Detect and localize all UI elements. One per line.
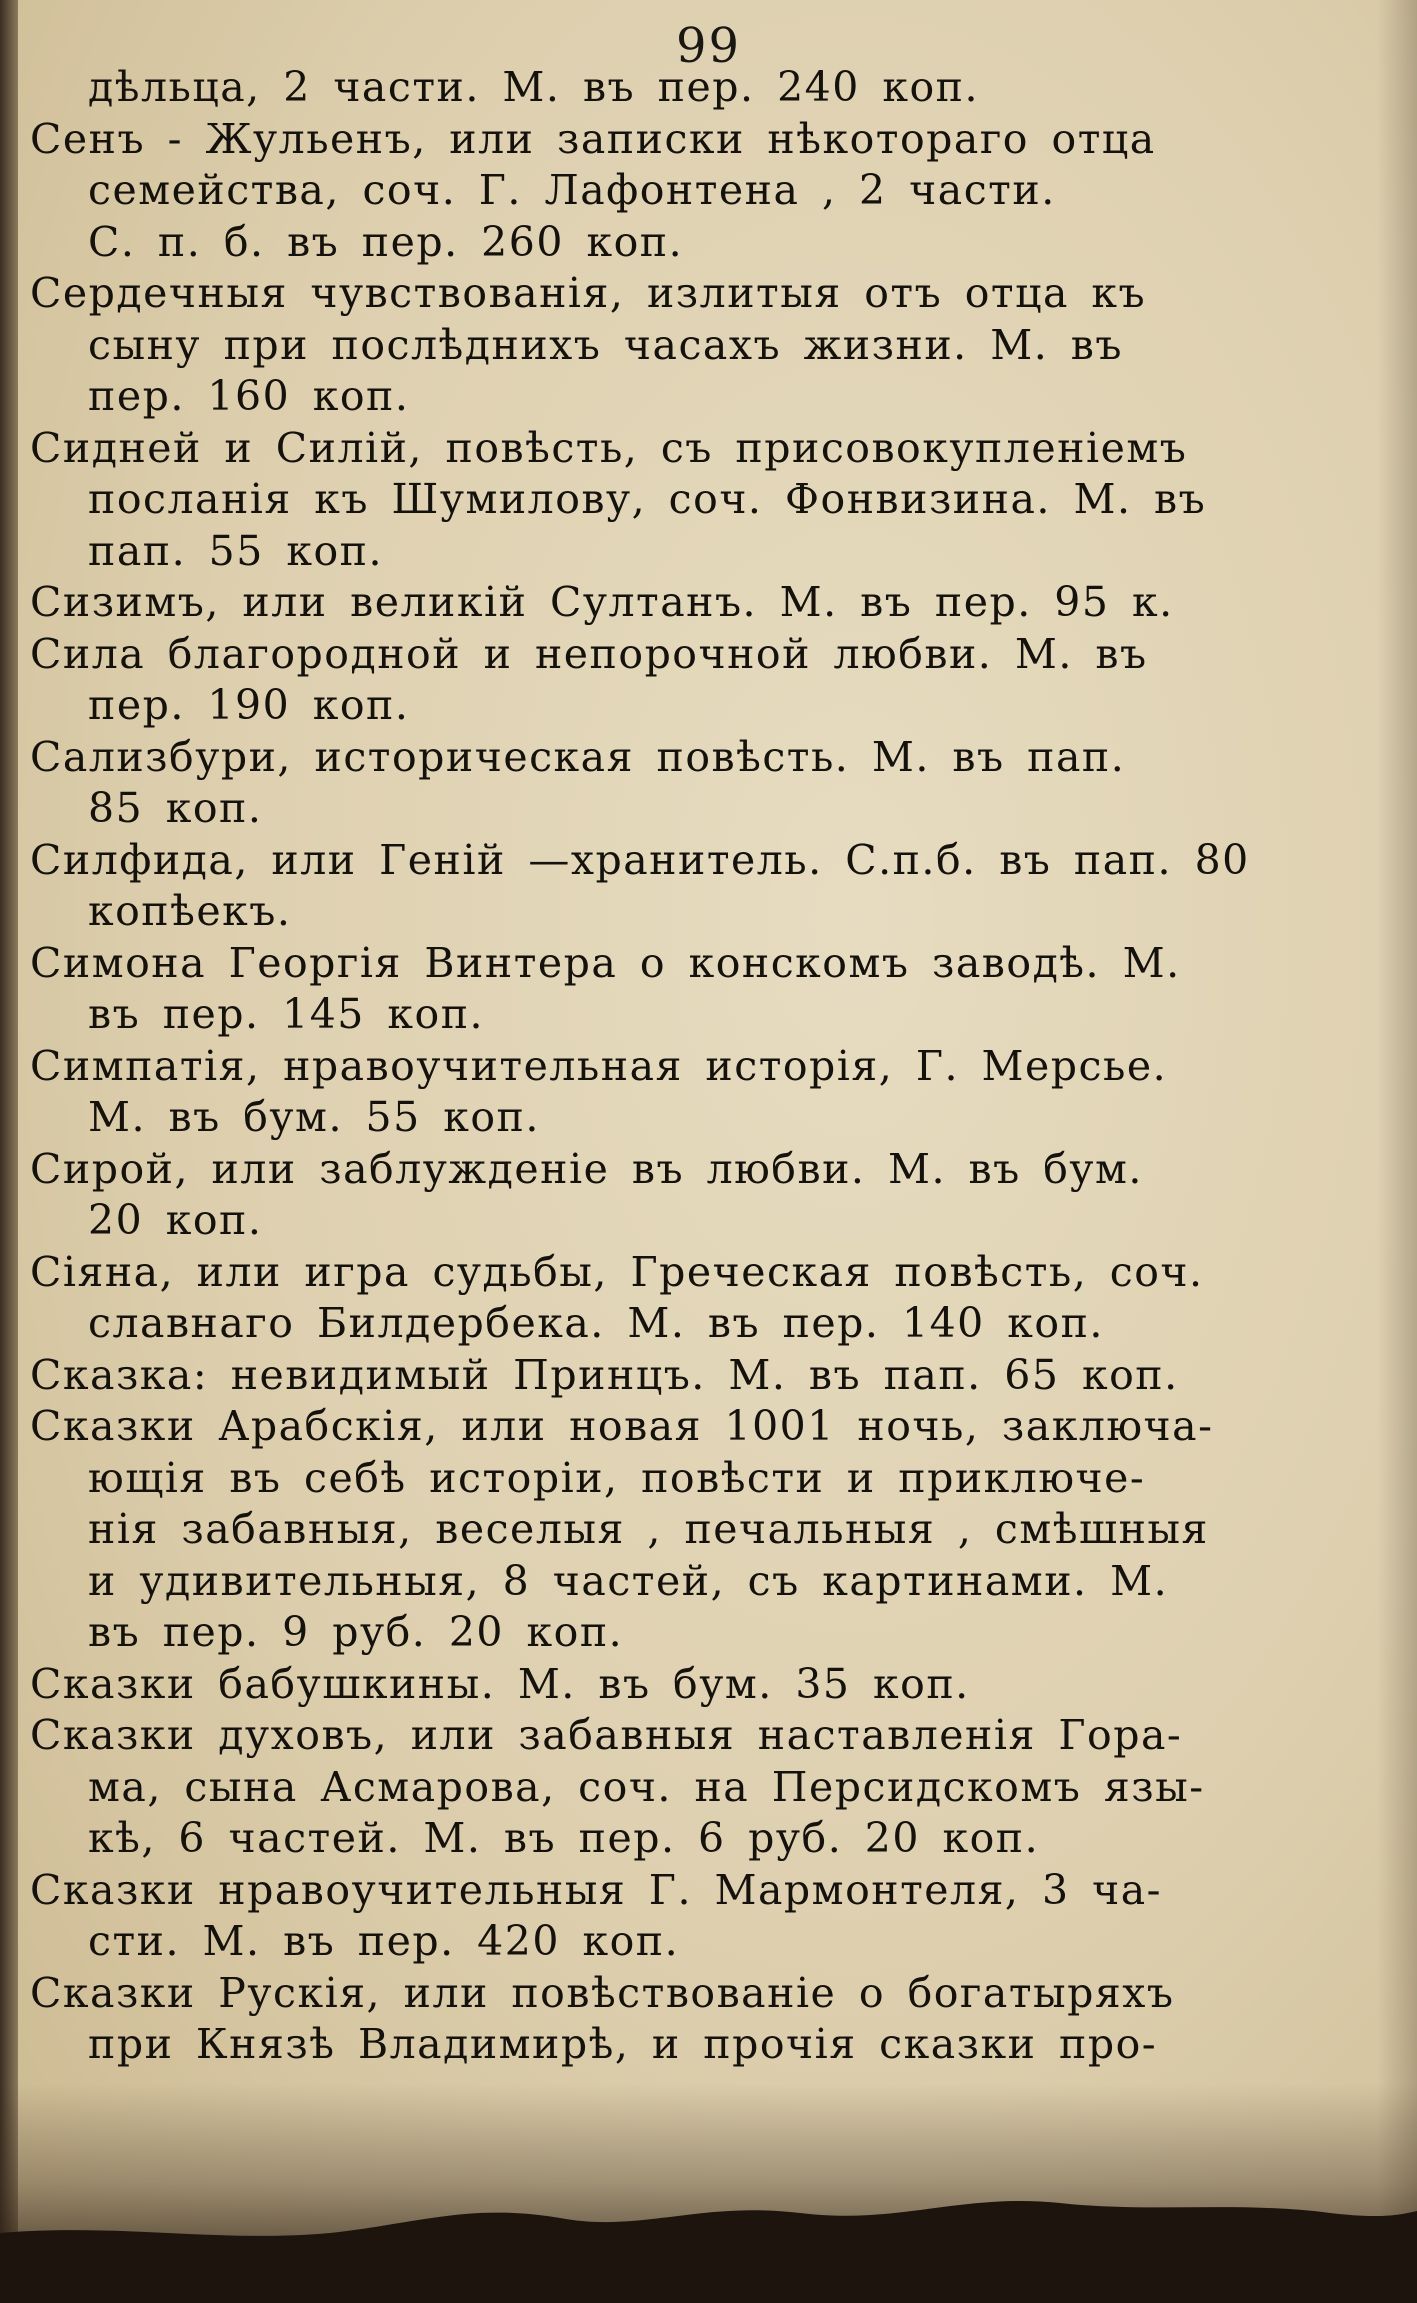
entry-title-line: Силфида, или Геній —хранитель. С.п.б. въ пап. 80 (30, 835, 1250, 884)
catalog-entry (30, 732, 1260, 835)
page-edge-shadow (1377, 0, 1417, 2303)
entry-title-line: дѣльца, 2 части. М. въ пер. 240 коп. (88, 63, 980, 111)
catalog-entry (30, 1401, 1260, 1659)
catalog-entry (30, 114, 1260, 269)
entry-continuation-line: кѣ, 6 частей. М. въ пер. 6 руб. 20 коп. (88, 1814, 1040, 1862)
entry-continuation-line: пер. 160 коп. (88, 372, 410, 420)
catalog-entry (30, 938, 1260, 1041)
entry-title-line: Сказки Рускія, или повѣствованіе о богатыряхъ (30, 1968, 1175, 2017)
catalog-entry (30, 1041, 1260, 1144)
catalog-entry (30, 268, 1260, 423)
entry-continuation-line: 85 коп. (88, 784, 263, 832)
entry-title-line: Сализбури, историческая повѣсть. М. въ пап. (30, 732, 1126, 781)
entry-continuation-line: ющія въ себѣ исторіи, повѣсти и приключе- (88, 1453, 1146, 1502)
entry-continuation-line: въ пер. 145 коп. (88, 990, 485, 1038)
entry-continuation-line: семейства, соч. Г. Лафонтена , 2 части. (88, 166, 1056, 214)
entry-title-line: Сказка: невидимый Принцъ. М. въ пап. 65 коп. (30, 1350, 1179, 1399)
entry-title-line: Сказки нравоучительныя Г. Мармонтеля, 3 ча- (30, 1865, 1163, 1914)
entry-title-line: Сіяна, или игра судьбы, Греческая повѣсть, соч. (30, 1247, 1204, 1296)
entry-continuation-line: и удивительныя, 8 частей, съ картинами. М. (88, 1556, 1169, 1605)
entry-title-line: Сила благородной и непорочной любви. М. въ (30, 629, 1148, 678)
entry-continuation-line: посланія къ Шумилову, соч. Фонвизина. М. въ (88, 475, 1207, 523)
catalog-entry (30, 629, 1260, 732)
catalog-entry (30, 62, 1260, 114)
entry-continuation-line: сти. М. въ пер. 420 коп. (88, 1917, 680, 1965)
entry-continuation-line: нія забавныя, веселыя , печальныя , смѣшныя (88, 1505, 1209, 1553)
entry-continuation-line: ма, сына Асмарова, соч. на Персидскомъ язы- (88, 1762, 1205, 1811)
catalog-entry (30, 423, 1260, 578)
catalog-entry (30, 1350, 1260, 1402)
catalog-entry (30, 1659, 1260, 1711)
entry-title-line: Сказки бабушкины. М. въ бум. 35 коп. (30, 1659, 970, 1708)
catalog-entry (30, 1144, 1260, 1247)
entry-continuation-line: 20 коп. (88, 1196, 263, 1244)
entry-continuation-line: сыну при послѣднихъ часахъ жизни. М. въ (88, 320, 1123, 369)
entry-continuation-line: пер. 190 коп. (88, 681, 410, 729)
entry-continuation-line: въ пер. 9 руб. 20 коп. (88, 1608, 624, 1656)
entry-title-line: Сенъ - Жульенъ, или записки нѣкотораго отца (30, 114, 1156, 163)
catalog-entry (30, 577, 1260, 629)
entry-continuation-line: славнаго Билдербека. М. въ пер. 140 коп. (88, 1299, 1104, 1347)
catalog-entry (30, 1247, 1260, 1350)
catalog-entries (30, 62, 1260, 2071)
entry-continuation-line: пап. 55 коп. (88, 526, 384, 575)
entry-continuation-line: С. п. б. въ пер. 260 коп. (88, 217, 684, 266)
entry-title-line: Сизимъ, или великій Султанъ. М. въ пер. 95 к. (30, 578, 1174, 626)
entry-title-line: Сказки духовъ, или забавныя наставленія Гора- (30, 1711, 1183, 1759)
entry-title-line: Симона Георгія Винтера о конскомъ заводѣ. М. (30, 938, 1181, 987)
catalog-entry (30, 1710, 1260, 1865)
catalog-entry (30, 835, 1260, 938)
entry-title-line: Сказки Арабскія, или новая 1001 ночь, заключа- (30, 1402, 1214, 1450)
entry-title-line: Сидней и Силій, повѣсть, съ присовокупленіемъ (30, 423, 1188, 472)
page-number: 99 (675, 18, 742, 74)
entry-continuation-line: при Князѣ Владимирѣ, и прочія сказки про- (88, 2020, 1158, 2068)
entry-title-line: Симпатія, нравоучительная исторія, Г. Мерсье. (30, 1041, 1168, 1090)
torn-page-edge (0, 2083, 1417, 2303)
book-spine (0, 0, 18, 2303)
entry-title-line: Сирой, или заблужденіе въ любви. М. въ бум. (30, 1144, 1143, 1193)
entry-continuation-line: М. въ бум. 55 коп. (88, 1093, 540, 1141)
catalog-entry (30, 1968, 1260, 2071)
catalog-entry (30, 1865, 1260, 1968)
entry-title-line: Сердечныя чувствованія, излитыя отъ отца къ (30, 269, 1147, 317)
entry-continuation-line: копѣекъ. (88, 887, 292, 935)
